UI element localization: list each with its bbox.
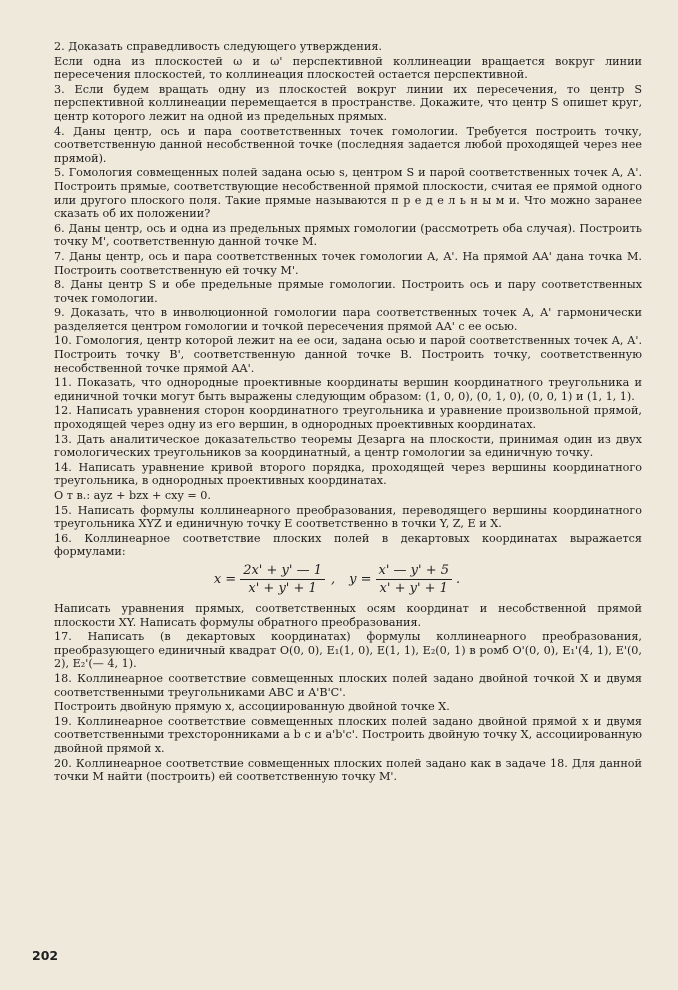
formula-x-lhs: x = xyxy=(213,571,237,587)
problem-9: 9. Доказать, что в инволюционной гомологии пара соответственных точек A, A' гармонически разделяется центром гомологии и точкой пересечения прямой AA' с ее осью. xyxy=(54,306,642,333)
formula-x-denominator: x' + y' + 1 xyxy=(248,580,317,596)
formula-x-fraction xyxy=(240,563,325,596)
formula-y-lhs: y = xyxy=(349,571,372,587)
problem-4: 4. Даны центр, ось и пара соответственных точек гомологии. Требуется построить точку, соответственную данной несобственной точке (последняя задается любой проходящей через нее прямой). xyxy=(54,124,642,165)
problem-5: 5. Гомология совмещенных полей задана осью s, центром S и парой соответственных точек A, A'. Построить прямые, соответствующие несобственной прямой плоскости, считая ее прямой одного или другого плоского поля. Такие прямые называются п р е д е л ь н ы м и. Что можно заранее сказать об их положении? xyxy=(54,166,642,221)
formula-x-numerator: 2x' + y' — 1 xyxy=(240,563,325,580)
page-number: 202 xyxy=(32,948,59,963)
problem-14: 14. Написать уравнение кривой второго порядка, проходящей через вершины координатного треугольника, в однородных проективных координатах. xyxy=(54,460,642,488)
problem-11: 11. Показать, что однородные проективные координаты вершин координатного треугольника и единичной точки могут быть выражены следующим образом: (1, 0, 0), (0, 1, 0), (0, 0, 1) и (1, 1, 1). xyxy=(54,376,642,403)
problem-18-task: Построить двойную прямую x, ассоциированную двойной точке X. xyxy=(54,700,450,714)
problem-6: 6. Даны центр, ось и одна из предельных прямых гомологии (рассмотреть оба случая). Построить точку M', соответственную данной точке M. xyxy=(54,221,642,249)
problem-7: 7. Даны центр, ось и пара соответственных точек гомологии A, A'. На прямой AA' дана точка M. Построить соответственную ей точку M'. xyxy=(54,249,642,277)
problem-19: 19. Коллинеарное соответствие совмещенных плоских полей задано двойной прямой x и двумя соответственными трехсторонниками a b c и a'b'c'. Построить двойную точку X, ассоциированную двойной прямой x. xyxy=(54,714,642,755)
formula-y-denominator: x' + y' + 1 xyxy=(379,580,448,596)
problem-15: 15. Написать формулы коллинеарного преобразования, переводящего вершины координатного треугольника XYZ и единичную точку E соответственно в точки Y, Z, E и X. xyxy=(54,503,642,531)
problem-18: 18. Коллинеарное соответствие совмещенных плоских полей задано двойной точкой X и двумя соответственными треугольниками ABC и A'B'C'. xyxy=(54,671,642,699)
problem-8: 8. Даны центр S и обе предельные прямые гомологии. Построить ось и пару соответственных точек гомологии. xyxy=(54,278,642,305)
formula-y-numerator: x' — y' + 5 xyxy=(376,563,453,580)
formula-y-fraction xyxy=(376,563,453,596)
problem-12: 12. Написать уравнения сторон координатного треугольника и уравнение произвольной прямой, проходящей через одну из его вершин, в однородных проективных координатах. xyxy=(54,404,642,432)
problem-16-continued: Написать уравнения прямых, соответственных осям координат и несобственной прямой плоскости XY. Написать формулы обратного преобразования. xyxy=(54,601,642,629)
formula-comma: , xyxy=(330,571,336,587)
problem-2: 2. Доказать справедливость следующего утверждения. xyxy=(54,40,382,53)
problem-16: 16. Коллинеарное соответствие плоских полей в декартовых координатах выражается формулами: xyxy=(54,531,642,559)
collineation-formula xyxy=(32,563,642,596)
problem-10: 10. Гомология, центр которой лежит на ее оси, задана осью и парой соответственных точек A, A'. Построить точку B', соответственную данной точке B. Построить точку, соответственную несобственной точке прямой AA'. xyxy=(54,334,642,375)
problem-3: 3. Если будем вращать одну из плоскостей вокруг линии их пересечения, то центр S перспективной коллинеации перемещается в пространстве. Докажите, что центр S опишет круг, центр которого лежит на одной из предельных прямых. xyxy=(54,82,642,123)
formula-period: . xyxy=(456,571,461,587)
problem-2-statement: Если одна из плоскостей ω и ω' перспективной коллинеации вращается вокруг линии пересечения плоскостей, то коллинеация плоскостей остается перспективной. xyxy=(54,54,642,82)
problem-14-answer: О т в.: ayz + bzx + cxy = 0. xyxy=(54,489,211,502)
problem-17: 17. Написать (в декартовых координатах) формулы коллинеарного преобразования, преобразующего единичный квадрат O(0, 0), E₁(1, 0), E(1, 1), E₂(0, 1) в ромб O'(0, 0), E₁'(4, 1), E'(0, 2), E₂'(— 4, 1). xyxy=(54,630,642,671)
problem-13: 13. Дать аналитическое доказательство теоремы Дезарга на плоскости, принимая один из двух гомологических треугольников за координатный, а центр гомологии за единичную точку. xyxy=(54,432,642,460)
problem-20: 20. Коллинеарное соответствие совмещенных плоских полей задано как в задаче 18. Для данной точки M найти (построить) ей соответственную точку M'. xyxy=(54,756,642,784)
